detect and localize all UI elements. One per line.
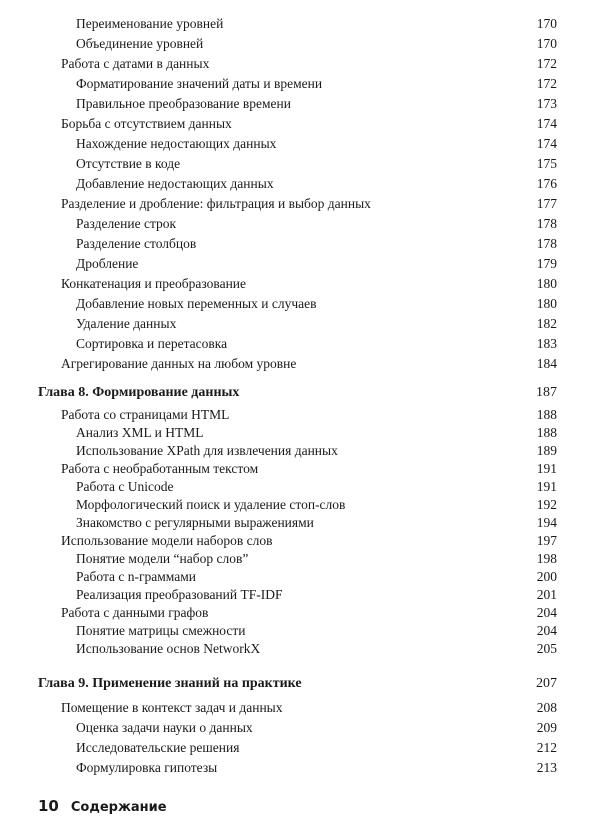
toc-entry-title: Дробление	[76, 256, 139, 271]
toc-entry-title: Использование модели наборов слов	[61, 533, 273, 548]
toc-entry-title: Понятие матрицы смежности	[76, 623, 246, 638]
toc-entry-page: 175	[536, 156, 557, 171]
toc-entry-page: 183	[536, 336, 557, 351]
toc-entry-title: Форматирование значений даты и времени	[76, 76, 323, 91]
footer-page-number: 10	[38, 797, 59, 815]
toc-entry-page: 189	[536, 443, 557, 458]
toc-entry-title: Объединение уровней	[76, 36, 204, 51]
toc-entry-page: 191	[536, 479, 557, 494]
toc-entry-title: Нахождение недостающих данных	[76, 136, 277, 151]
toc-entry-page: 172	[536, 56, 557, 71]
toc-entry-page: 174	[536, 136, 557, 151]
toc-entry-title: Разделение строк	[76, 216, 177, 231]
footer-section-title: Содержание	[70, 800, 167, 815]
toc-entry-title: Использование XPath для извлечения данных	[76, 443, 338, 458]
toc-entry-page: 188	[536, 407, 557, 422]
toc-entry-page: 173	[536, 96, 557, 111]
toc-chapter-title: Глава 9. Применение знаний на практике	[38, 676, 302, 691]
toc-entry-title: Понятие модели “набор слов”	[76, 551, 249, 566]
toc-entry-title: Работа с необработанным текстом	[61, 461, 259, 476]
toc-entry-title: Сортировка и перетасовка	[76, 336, 228, 351]
toc-entry-page: 198	[536, 551, 557, 566]
toc-entry-title: Знакомство с регулярными выражениями	[76, 515, 314, 530]
toc-entry-title: Агрегирование данных на любом уровне	[61, 356, 297, 371]
toc-entry-page: 188	[536, 425, 557, 440]
toc-entry-page: 180	[536, 276, 557, 291]
toc-entry-title: Удаление данных	[76, 316, 177, 331]
toc-entry-page: 174	[536, 116, 557, 131]
toc-entry-page: 213	[536, 760, 557, 775]
toc-entry-title: Анализ XML и HTML	[76, 425, 204, 440]
toc-entry-page: 191	[536, 461, 557, 476]
toc-entry-page: 200	[536, 569, 557, 584]
toc-entry-page: 204	[536, 623, 557, 638]
toc-chapter-title: Глава 8. Формирование данных	[38, 385, 240, 400]
toc-entry-page: 204	[536, 605, 557, 620]
toc-entry-page: 194	[536, 515, 557, 530]
toc-entry-title: Правильное преобразование времени	[76, 96, 291, 111]
toc-entry-page: 212	[536, 740, 557, 755]
toc-entry-page: 180	[536, 296, 557, 311]
toc-entry-title: Формулировка гипотезы	[76, 760, 218, 775]
toc-entry-title: Разделение и дробление: фильтрация и выбор данных	[61, 196, 371, 211]
toc-entry-page: 192	[536, 497, 557, 512]
toc-entry-title: Использование основ NetworkX	[76, 641, 261, 656]
toc-entry-page: 209	[536, 720, 557, 735]
page-footer	[38, 796, 167, 816]
toc-entry-title: Работа с датами в данных	[61, 56, 210, 71]
toc-entry-page: 197	[536, 533, 557, 548]
toc-entry-title: Конкатенация и преобразование	[61, 276, 247, 291]
toc-entry-title: Борьба с отсутствием данных	[61, 116, 232, 131]
toc-entry-title: Оценка задачи науки о данных	[76, 720, 253, 735]
toc-entry-title: Работа с данными графов	[61, 605, 209, 620]
toc-chapter-page: 207	[536, 676, 557, 691]
toc-entry-page: 176	[536, 176, 557, 191]
toc-entry-title: Работа с Unicode	[76, 479, 174, 494]
toc-entry-page: 177	[536, 196, 557, 211]
toc-entry-title: Помещение в контекст задач и данных	[61, 700, 283, 715]
toc-entry-title: Исследовательские решения	[76, 740, 240, 755]
toc-entry-title: Работа со страницами HTML	[61, 407, 230, 422]
toc-entry-page: 170	[536, 36, 557, 51]
toc-entry-page: 179	[536, 256, 557, 271]
toc-entry-page: 184	[536, 356, 557, 371]
toc-entry-page: 205	[536, 641, 557, 656]
toc-entry-page: 182	[536, 316, 557, 331]
toc-chapter-page: 187	[536, 385, 557, 400]
toc-entry-title: Добавление недостающих данных	[76, 176, 274, 191]
toc-entry-title: Отсутствие в коде	[76, 156, 181, 171]
toc-entry-title: Работа с n-граммами	[76, 569, 197, 584]
toc-entry-page: 178	[536, 216, 557, 231]
toc-entry-title: Морфологический поиск и удаление стоп-слов	[76, 497, 346, 512]
toc-entry-title: Переименование уровней	[76, 16, 224, 31]
toc-entry-title: Разделение столбцов	[76, 236, 197, 251]
toc-entry-page: 178	[536, 236, 557, 251]
toc-entry-title: Реализация преобразований TF-IDF	[76, 587, 283, 602]
toc-entry-page: 172	[536, 76, 557, 91]
toc-entry-title: Добавление новых переменных и случаев	[76, 296, 317, 311]
toc-entry-page: 208	[536, 700, 557, 715]
toc-entry-page: 170	[536, 16, 557, 31]
toc-entry-page: 201	[536, 587, 557, 602]
